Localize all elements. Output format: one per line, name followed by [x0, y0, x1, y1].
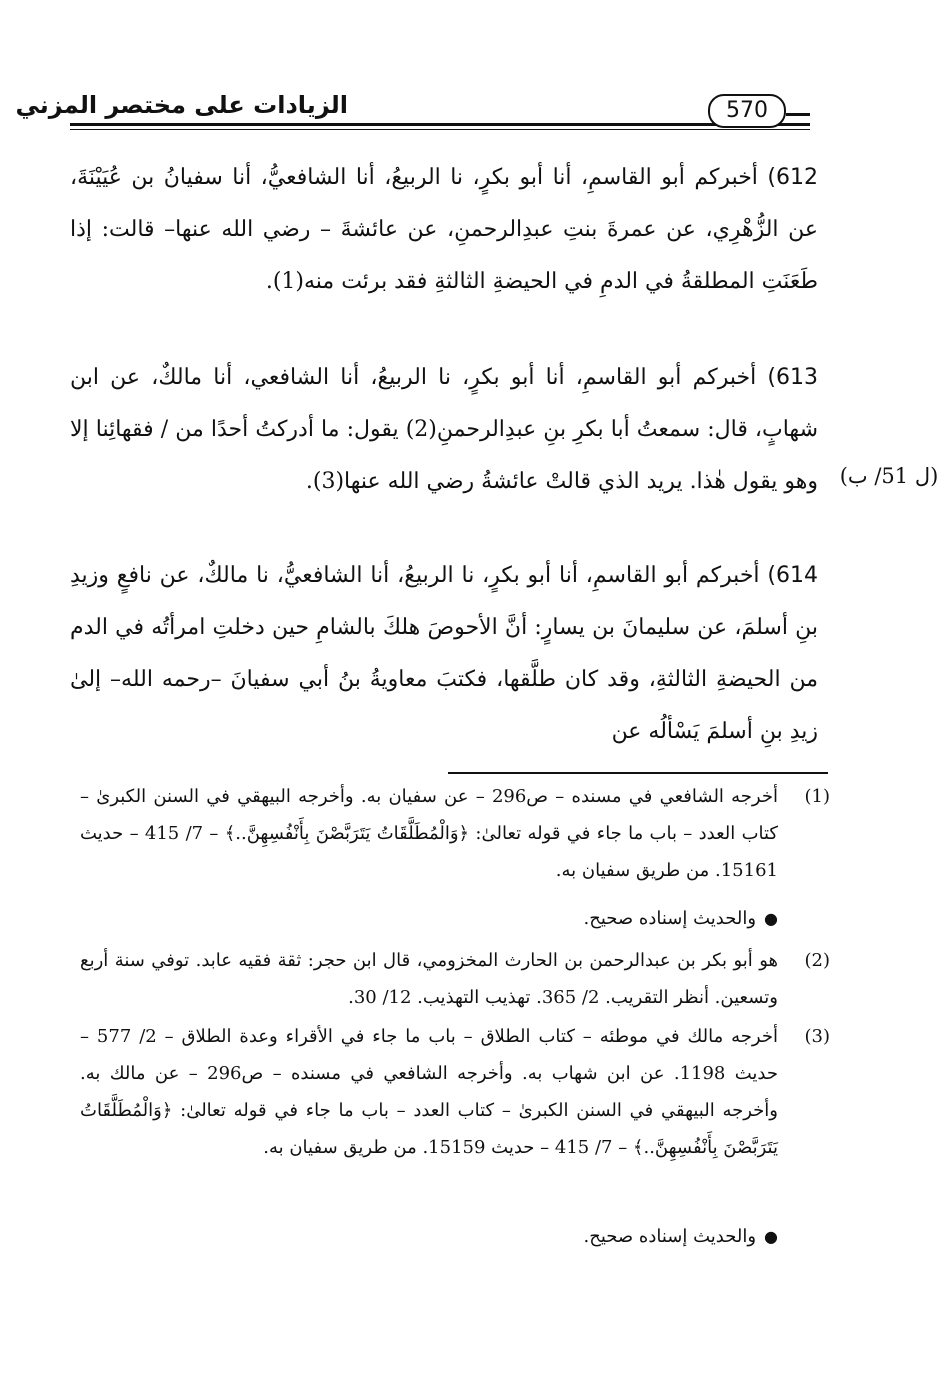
- grading-text: والحديث إسناده صحيح.: [583, 1226, 757, 1247]
- bullet-icon: ●: [764, 909, 778, 928]
- footnote-number: (1): [804, 786, 830, 807]
- hadith-number: 614): [767, 563, 818, 588]
- hadith-614: [70, 550, 818, 758]
- hadith-613: [70, 352, 818, 508]
- hadith-text: أخبركم أبو القاسمِ، أنا أبو بكرٍ، نا الربيعُ، أنا الشافعيُّ، نا مالكٌ، عن نافعٍ وزيدِ بنِ أسلمَ، عن سليمانَ بن يسارٍ: أنَّ الأحوصَ هلكَ بالشامِ حين دخلتِ امرأتُه في الدم من الحيضةِ الثالثةِ، وقد كان طلَّقها، فكتبَ معاويةُ بنُ أبي سفيانَ –رحمه الله– إلىٰ زيدِ بنِ أسلمَ يَسْألُه عن: [70, 563, 818, 744]
- footnote-3: [80, 1018, 830, 1166]
- grading-text: والحديث إسناده صحيح.: [583, 908, 757, 929]
- hadith-612: [70, 152, 818, 308]
- footnote-text: أخرجه مالك في موطئه – كتاب الطلاق – باب ما جاء في الأقراء وعدة الطلاق – 2/ 577 – حديث 1198. عن ابن شهاب به. وأخرجه الشافعي في مسنده – ص296 – عن مالك به. وأخرجه البيهقي في السنن الكبرىٰ – كتاب العدد – باب ما جاء في قوله تعالىٰ: ﴿وَالْمُطَلَّقَاتُ يَتَرَبَّصْنَ بِأَنْفُسِهِنَّ..﴾ – 7/ 415 – حديث 15159. من طريق سفيان به.: [80, 1026, 779, 1158]
- footnote-2: [80, 942, 830, 1016]
- manuscript-folio-note: (ل 51/ ب): [839, 464, 939, 488]
- grading-note-1: [80, 900, 778, 937]
- footnote-text: أخرجه الشافعي في مسنده – ص296 – عن سفيان به. وأخرجه البيهقي في السنن الكبرىٰ – كتاب العدد – باب ما جاء في قوله تعالىٰ: ﴿وَالْمُطَلَّقَاتُ يَتَرَبَّصْنَ بِأَنْفُسِهِنَّ..﴾ – 7/ 415 – حديث 15161. من طريق سفيان به.: [80, 786, 779, 881]
- bullet-icon: ●: [764, 1227, 778, 1246]
- hadith-text: أخبركم أبو القاسمِ، أنا أبو بكرٍ، نا الربيعُ، أنا الشافعيُّ، أنا سفيانُ بن عُيَيْنَةَ، عن الزُّهْرِي، عن عمرةَ بنتِ عبدِالرحمنِ، عن عائشةَ – رضي الله عنها– قالت: إذا طَعَنَتِ المطلقةُ في الدمِ في الحيضةِ الثالثةِ فقد برئت منه(1).: [70, 165, 818, 294]
- footnote-text: هو أبو بكر بن عبدالرحمن بن الحارث المخزومي، قال ابن حجر: ثقة فقيه عابد. توفي سنة أربع وتسعين. أنظر التقريب. 2/ 365. تهذيب التهذيب. 12/ 30.: [80, 950, 778, 1008]
- page-number: 570: [708, 94, 786, 128]
- running-header-title: الزيادات على مختصر المزني: [15, 91, 348, 119]
- footnote-1: [80, 778, 830, 889]
- header-rule-thick: [70, 123, 810, 126]
- hadith-number: 613): [767, 365, 818, 390]
- footnote-number: (2): [804, 950, 830, 971]
- footnote-separator: [448, 772, 828, 774]
- header-rule-stub: [786, 113, 810, 116]
- hadith-text: أخبركم أبو القاسمِ، أنا أبو بكرٍ، نا الربيعُ، أنا الشافعي، أنا مالكٌ، عن ابن شهابٍ، قال: سمعتُ أبا بكرِ بنِ عبدِالرحمنِ(2) يقول: ما أدركتُ أحدًا من / فقهائِنا إلا وهو يقول هٰذا. يريد الذي قالتْ عائشةُ رضي الله عنها(3).: [70, 365, 819, 494]
- grading-note-2: [80, 1218, 778, 1255]
- header-rule-thin: [70, 129, 810, 130]
- hadith-number: 612): [767, 165, 818, 190]
- footnote-number: (3): [804, 1026, 830, 1047]
